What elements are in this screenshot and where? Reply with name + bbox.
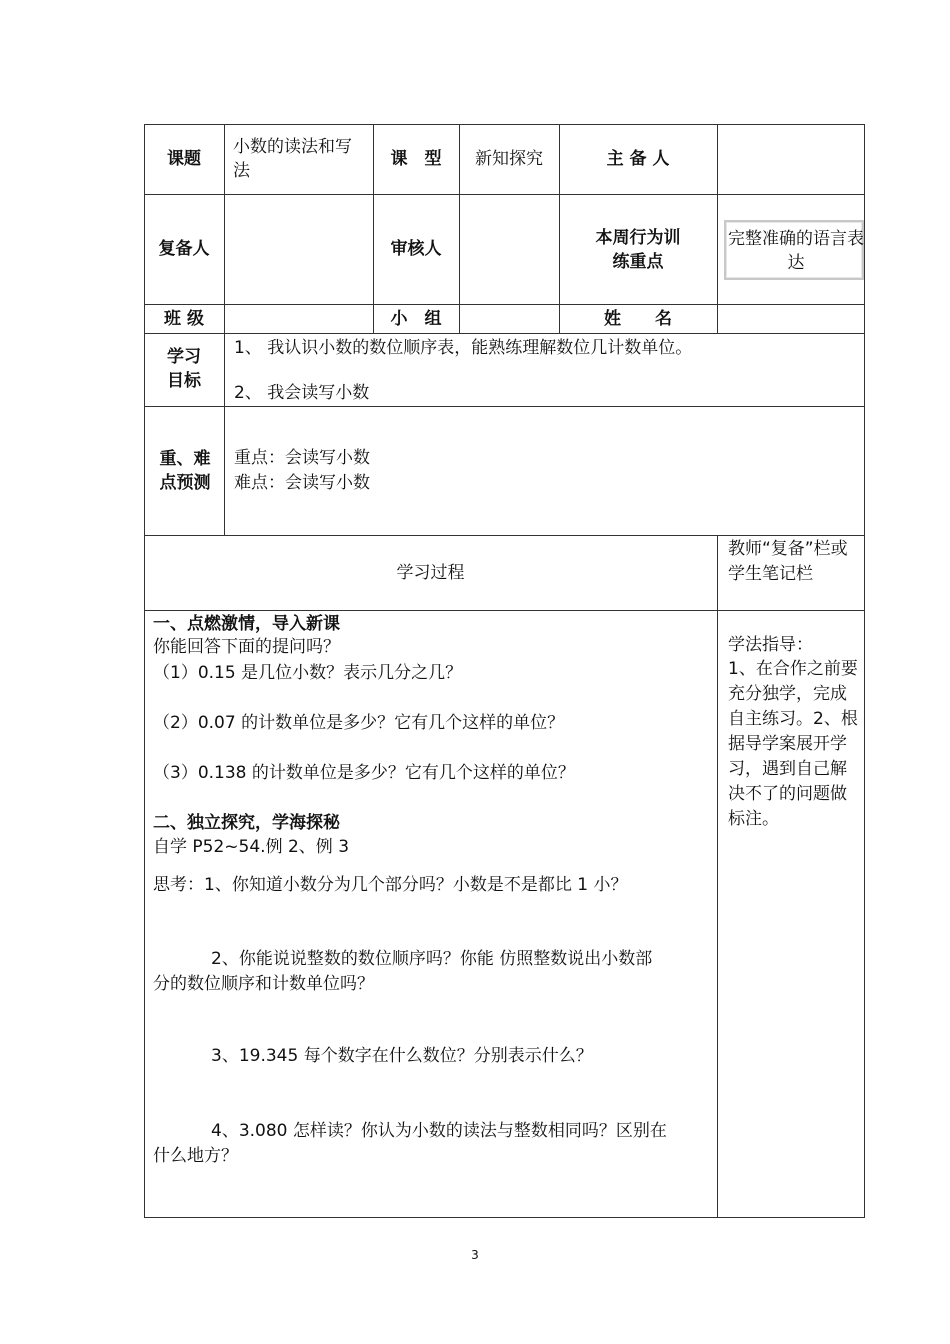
class-label: 班 级 — [164, 309, 204, 329]
row-divider — [144, 406, 865, 407]
self-study: 自学 P52~54.例 2、例 3 — [153, 837, 350, 857]
goals-label: 学习目标 — [167, 347, 201, 391]
key-points-label: 重、难点预测 — [159, 449, 211, 493]
notes-column-title: 教师“复备”栏或学生笔记栏 — [728, 539, 848, 584]
row-divider — [144, 333, 865, 334]
intro-question: 你能回答下面的提问吗？ — [153, 637, 340, 657]
row-divider — [144, 535, 865, 536]
topic-label: 课题 — [167, 149, 201, 169]
col-divider — [717, 535, 718, 1218]
name-label: 姓 名 — [604, 309, 672, 329]
section-1-title: 一、点燃激情，导入新课 — [153, 614, 340, 634]
question-3: （3）0.138 的计数单位是多少？它有几个这样的单位？ — [153, 763, 575, 783]
row-divider — [144, 194, 865, 195]
process-title: 学习过程 — [396, 563, 465, 583]
difficult-point: 难点：会读写小数 — [234, 473, 370, 493]
weekly-focus-label: 本周行为训练重点 — [595, 228, 681, 272]
goal-item-2: 2、 我会读写小数 — [234, 383, 370, 403]
type-value: 新知探究 — [475, 149, 543, 169]
guidance-text: 1、在合作之前要充分独学，完成自主练习。2、根据导学案展开学习，遇到自己解决不了的问题做标注。 — [728, 659, 858, 829]
section-2-title: 二、独立探究，学海探秘 — [153, 813, 340, 833]
weekly-focus-value: 完整准确的语言表达 — [728, 229, 864, 273]
think-3: 3、19.345 每个数字在什么数位？分别表示什么？ — [211, 1046, 593, 1066]
think-4-line-1: 4、3.080 怎样读？你认为小数的读法与整数相同吗？区别在 — [211, 1121, 667, 1141]
row-divider — [144, 304, 865, 305]
type-label: 课 型 — [390, 149, 442, 169]
page-number: 3 — [471, 1248, 479, 1262]
question-1: （1）0.15 是几位小数？表示几分之几？ — [153, 663, 463, 683]
think-4-line-2: 什么地方？ — [153, 1146, 238, 1166]
preparer-label: 主 备 人 — [606, 149, 670, 169]
col-divider — [224, 124, 225, 406]
goal-item-1: 1、 我认识小数的数位顺序表，能熟练理解数位几计数单位。 — [234, 338, 693, 358]
topic-value: 小数的读法和写法 — [233, 137, 352, 181]
col-divider — [224, 406, 225, 535]
col-divider — [717, 124, 718, 333]
key-point: 重点：会读写小数 — [234, 448, 370, 468]
think-1: 思考：1、你知道小数分为几个部分吗？小数是不是都比 1 小？ — [153, 875, 628, 895]
think-2-line-2: 分的数位顺序和计数单位吗？ — [153, 974, 374, 994]
auditor-label: 审核人 — [390, 239, 442, 259]
reviewer-prep-label: 复备人 — [158, 239, 210, 259]
row-divider — [144, 610, 865, 611]
think-2-line-1: 2、你能说说整数的数位顺序吗？你能 仿照整数说出小数部 — [211, 949, 653, 969]
guidance-title: 学法指导： — [728, 635, 813, 655]
group-label: 小 组 — [390, 309, 442, 329]
question-2: （2）0.07 的计数单位是多少？它有几个这样的单位？ — [153, 713, 565, 733]
